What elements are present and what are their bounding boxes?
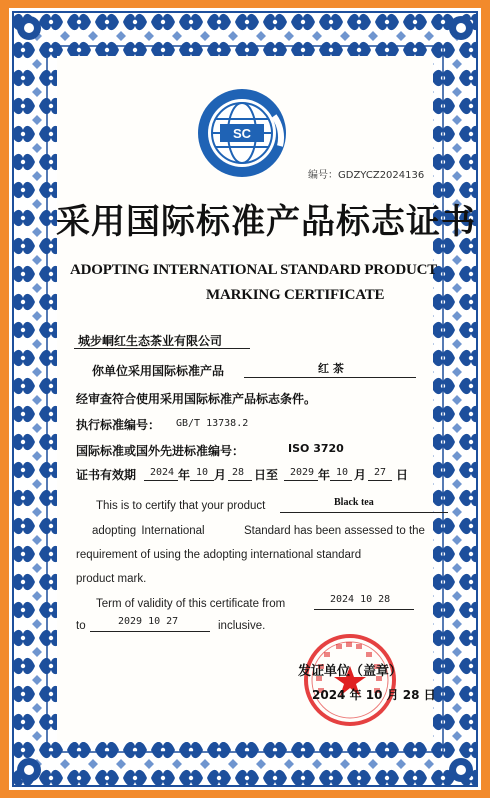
company-name: 城步峒红生态茶业有限公司 <box>78 334 223 348</box>
product-underline <box>244 377 416 378</box>
en-line-4: product mark. <box>76 573 147 585</box>
en-from-underline <box>314 609 414 610</box>
en-from-date: 2024 10 28 <box>330 594 391 605</box>
intl-standard-value: ISO 3720 <box>288 442 344 455</box>
underline-d1 <box>228 480 252 481</box>
certificate-serial: 编号：GDZYCZ2024136 <box>308 170 425 181</box>
product-value: 红 茶 <box>318 362 344 375</box>
en-to-label: to <box>76 620 86 632</box>
title-chinese: 采用国际标准产品标志证书 <box>56 202 476 242</box>
validity-end-month: 10 <box>336 467 349 478</box>
exec-standard-label: 执行标准编号： <box>76 418 161 432</box>
intl-standard-label: 国际标准或国外先进标准编号： <box>76 444 245 458</box>
issue-date: 2024 年 10 月 28 日 <box>312 688 436 702</box>
en-line-3: requirement of using the adopting international standard <box>76 549 362 561</box>
title-english-line1: ADOPTING INTERNATIONAL STANDARD PRODUCT <box>70 262 438 278</box>
char-nian-1: 年 <box>178 468 191 482</box>
globe-logo-icon <box>190 86 294 180</box>
review-statement: 经审查符合使用采用国际标准产品标志条件。 <box>76 392 317 406</box>
en-to-underline <box>90 631 210 632</box>
char-ri-zhi: 日至 <box>254 468 279 482</box>
char-yue-2: 月 <box>354 468 367 482</box>
company-underline <box>74 348 250 349</box>
validity-end-day: 27 <box>374 467 387 478</box>
logo-text: SC <box>232 126 252 141</box>
en-product-underline <box>280 512 448 513</box>
underline-m1 <box>190 480 214 481</box>
en-line-2a: adopting International <box>92 525 205 537</box>
validity-start-day: 28 <box>232 467 245 478</box>
underline-y2 <box>284 480 318 481</box>
red-seal-icon <box>298 630 403 730</box>
validity-start-month: 10 <box>196 467 209 478</box>
product-label: 你单位采用国际标准产品 <box>92 364 225 378</box>
validity-label: 证书有效期 <box>76 468 137 482</box>
en-line-2b: Standard has been assessed to the <box>244 525 425 537</box>
underline-y1 <box>144 480 178 481</box>
en-to-date: 2029 10 27 <box>118 616 179 627</box>
en-product-value: Black tea <box>334 497 374 508</box>
en-line-5: Term of validity of this certificate from <box>96 598 286 610</box>
underline-d2 <box>368 480 392 481</box>
issuer-label: 发证单位（盖章） <box>298 664 403 679</box>
char-ri: 日 <box>396 468 409 482</box>
underline-m2 <box>330 480 352 481</box>
title-english-line2: MARKING CERTIFICATE <box>206 287 385 303</box>
en-inclusive: inclusive. <box>218 620 266 632</box>
char-yue-1: 月 <box>214 468 227 482</box>
exec-standard-value: GB/T 13738.2 <box>176 418 249 429</box>
validity-end-year: 2029 <box>290 467 315 478</box>
validity-start-year: 2024 <box>150 467 175 478</box>
en-line-1: This is to certify that your product <box>96 500 266 512</box>
char-nian-2: 年 <box>318 468 331 482</box>
